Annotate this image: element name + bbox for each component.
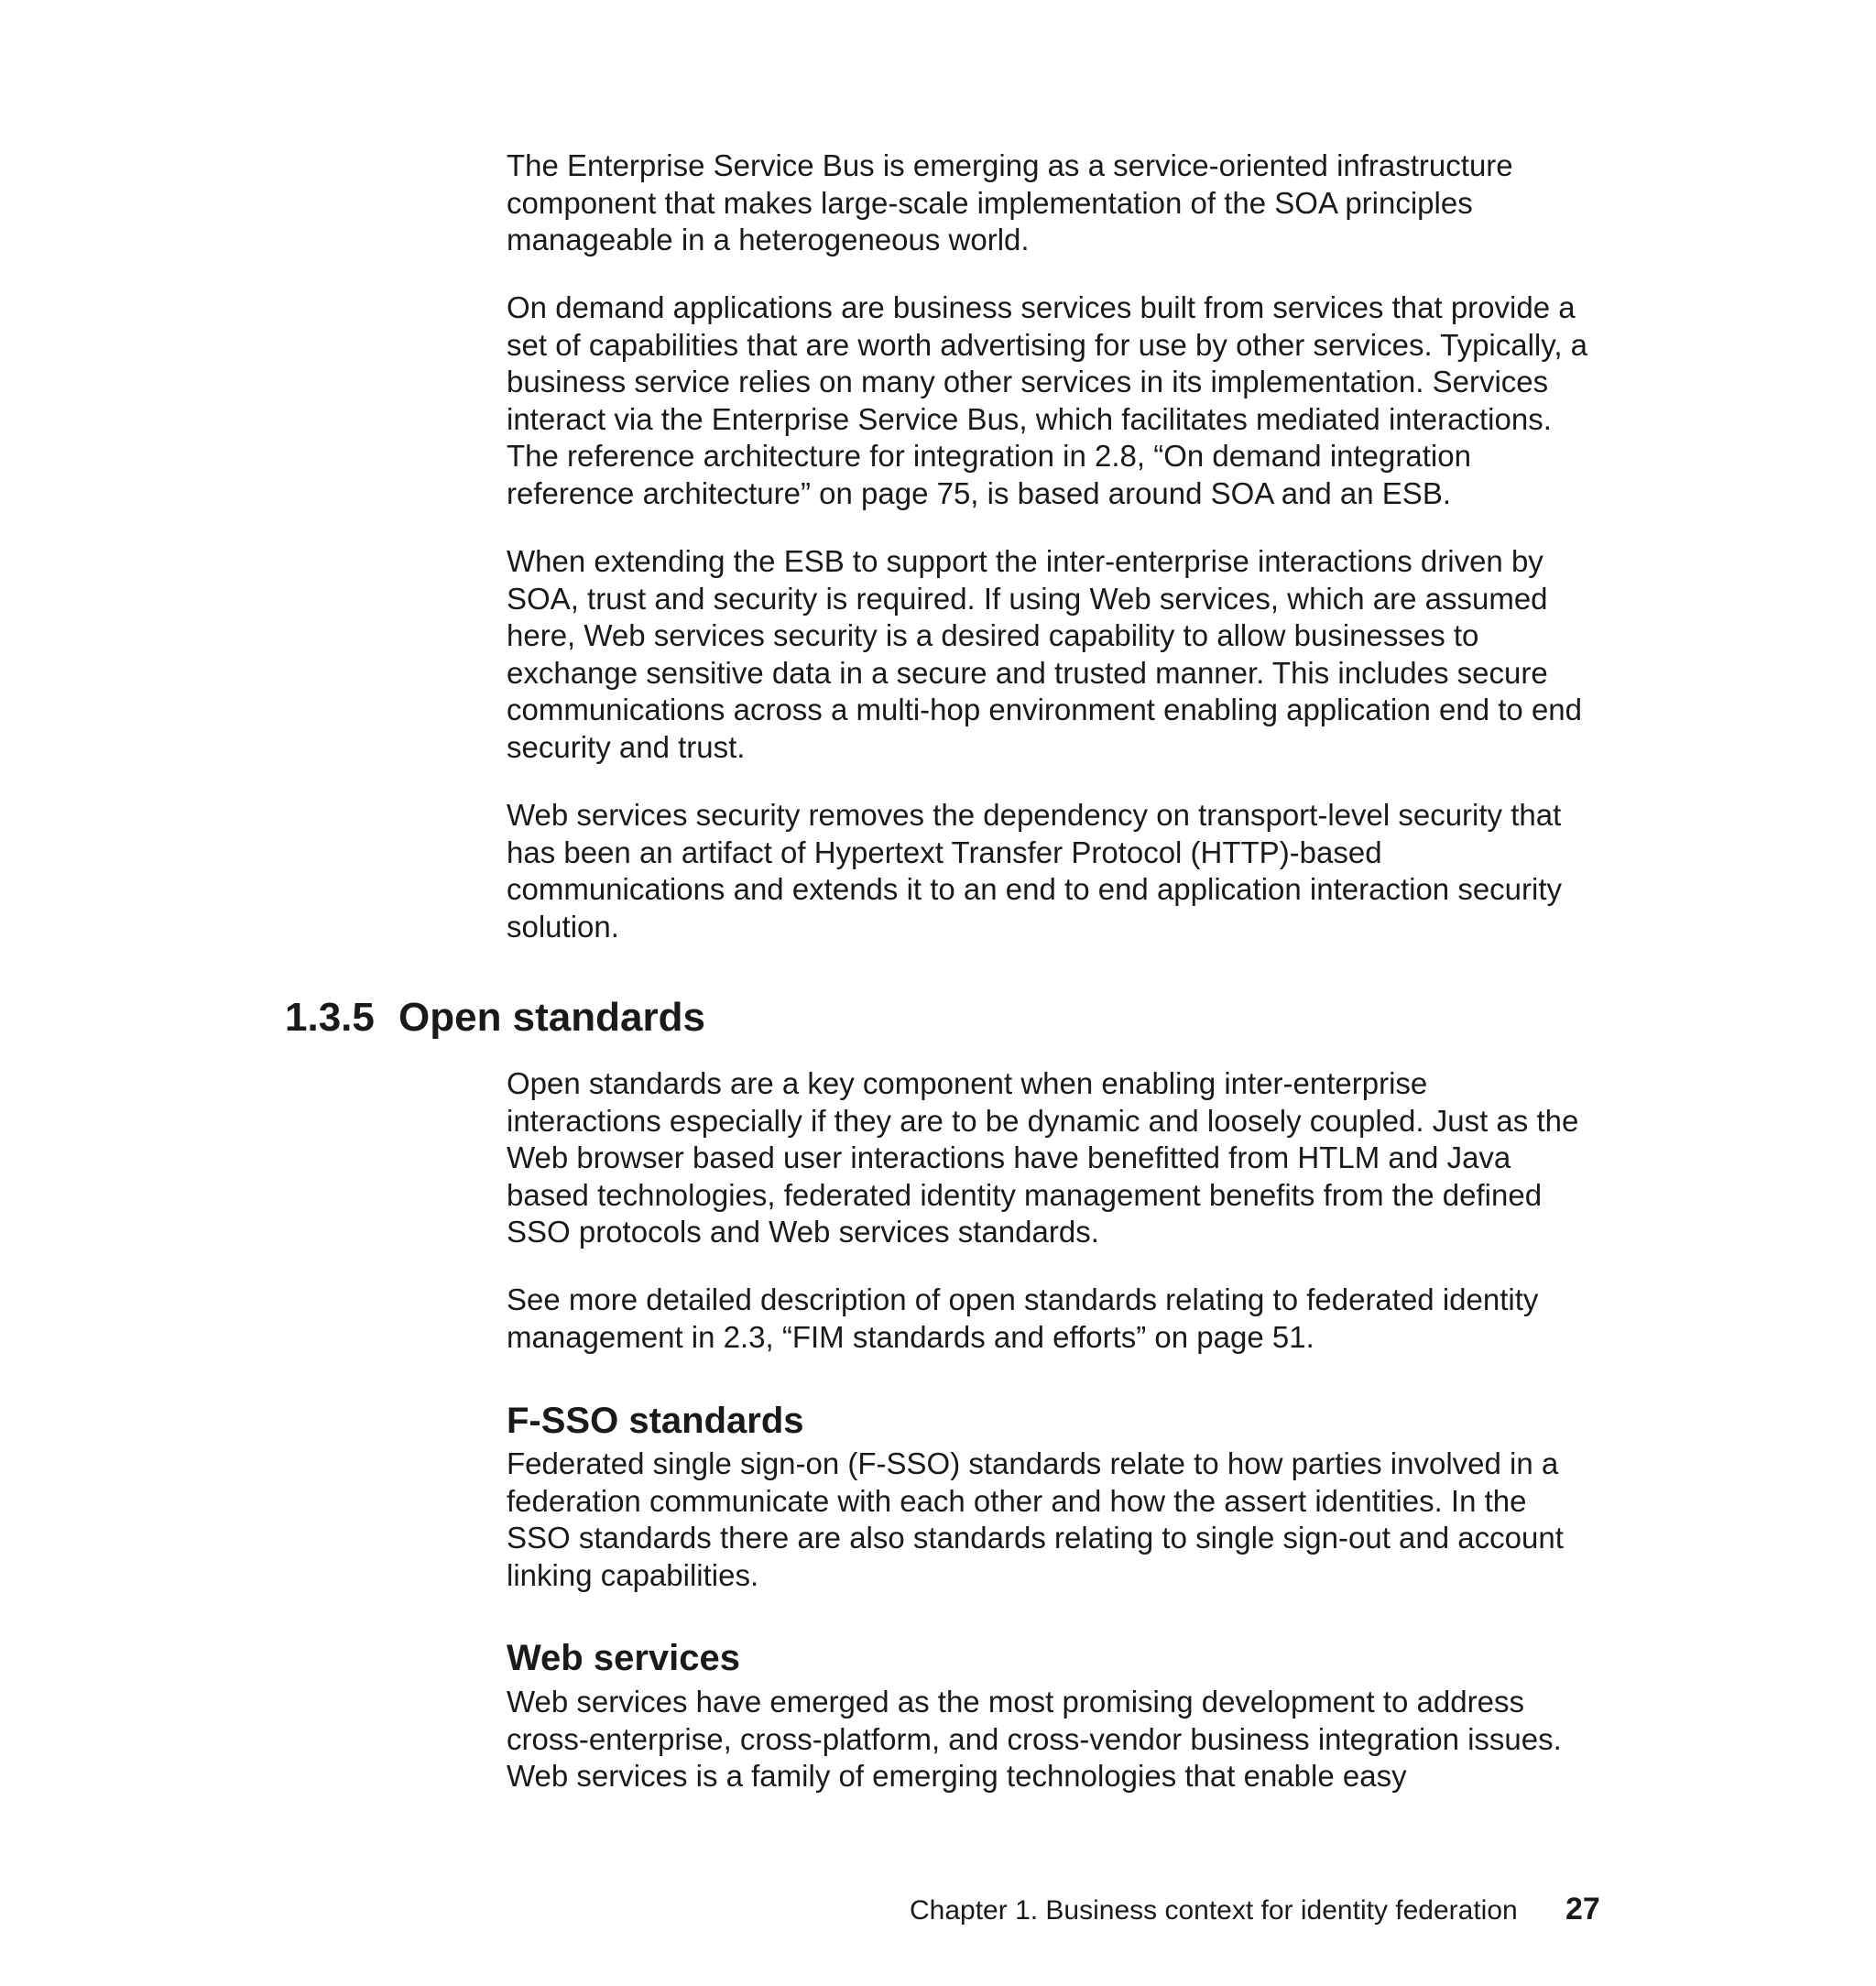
page-number: 27: [1565, 1892, 1600, 1926]
paragraph-web-services: Web services have emerged as the most promising development to address cross-enterprise, cross-platform, and cross-vendor business integration issues. Web services is a family of emerging technologies that enable easy: [507, 1685, 1562, 1793]
subheading-fsso-standards: F-SSO standards: [507, 1401, 804, 1441]
section-number: 1.3.5: [285, 995, 375, 1040]
section-title: Open standards: [398, 995, 705, 1040]
paragraph-extending-esb: When extending the ESB to support the inter-enterprise interactions driven by SOA, trust and security is required. If using Web services, which are assumed here, Web services security is a desired capability to allow businesses to exchange sensitive data in a secure and trusted manner. This includes secure communications across a multi-hop environment enabling application end to end security and trust.: [507, 544, 1583, 764]
paragraph-ws-security: Web services security removes the dependency on transport-level security that has been an artifact of Hypertext Transfer Protocol (HTTP)-based communications and extends it to an end to end application interaction security solution.: [507, 798, 1563, 944]
page-footer: [0, 1887, 1876, 1933]
paragraph-fsso: Federated single sign-on (F-SSO) standards relate to how parties involved in a federation communicate with each other and how the assert identities. In the SSO standards there are also standards relating to single sign-out and account linking capabilities.: [507, 1446, 1564, 1592]
footer-chapter-title: Chapter 1. Business context for identity federation: [910, 1895, 1518, 1926]
subheading-web-services: Web services: [507, 1638, 740, 1678]
paragraph-esb-intro: The Enterprise Service Bus is emerging as a service-oriented infrastructure component that makes large-scale implementation of the SOA principles manageable in a heterogeneous world.: [507, 148, 1513, 256]
paragraph-open-standards: Open standards are a key component when enabling inter-enterprise interactions especially if they are to be dynamic and loosely coupled. Just as the Web browser based user interactions have benefitted from HTLM and Java based technologies, federated identity management benefits from the defined SSO protocols and Web services standards.: [507, 1066, 1579, 1249]
paragraph-on-demand-applications: On demand applications are business services built from services that provide a set of capabilities that are worth advertising for use by other services. Typically, a business service relies on many other services in its implementation. Services interact via the Enterprise Service Bus, which facilitates mediated interactions. The reference architecture for integration in 2.8, “On demand integration reference architecture” on page 75, is based around SOA and an ESB.: [507, 290, 1588, 510]
section-heading-open-standards: [285, 995, 705, 1041]
paragraph-see-more: See more detailed description of open standards relating to federated identity management in 2.3, “FIM standards and efforts” on page 51.: [507, 1282, 1539, 1354]
